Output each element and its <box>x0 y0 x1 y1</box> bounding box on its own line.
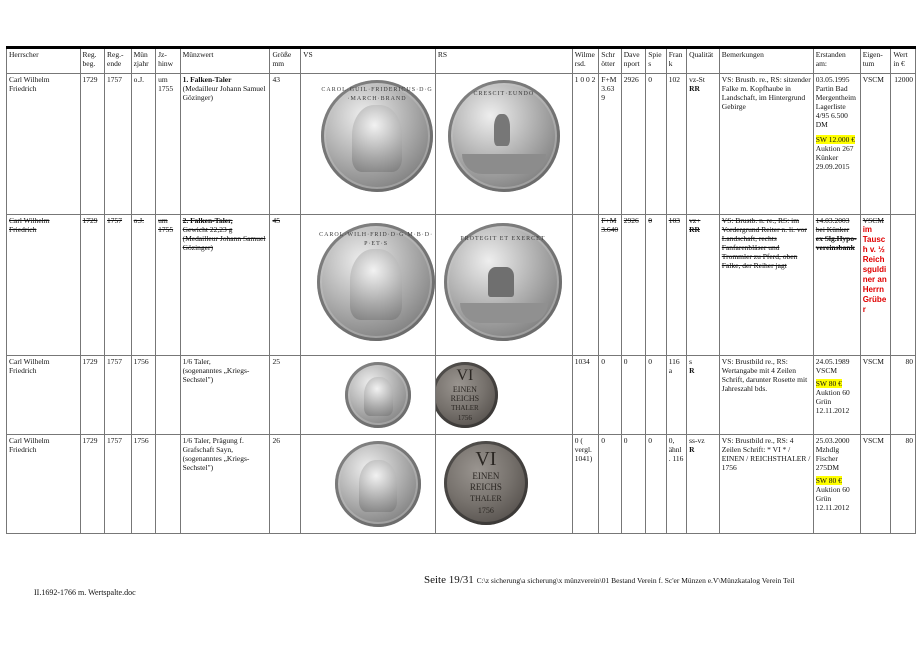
cell-spies: 0 <box>646 74 666 215</box>
cell-jz-hinw <box>156 356 181 435</box>
col-header-erstanden: Erstanden am: <box>813 48 860 74</box>
landscape-image <box>460 303 548 323</box>
reverse-coin-image <box>444 441 528 525</box>
cell-muenzwert <box>180 435 270 534</box>
cell-rs-image <box>435 74 572 215</box>
muenzwert-title: 1/6 Taler, <box>182 357 211 366</box>
cell-erstanden <box>813 215 860 356</box>
col-header-muenzwert: Münzwert <box>180 48 270 74</box>
cell-bemerkungen: VS: Brustb. re., RS: sitzender Falke m. Kopfhaube in Landschaft, im Hintergrund Gebirge <box>719 74 813 215</box>
cell-vs-image <box>301 74 436 215</box>
coin-inscription-line: REICHS <box>450 394 480 403</box>
rarity-label: RR <box>689 225 700 234</box>
cell-groesse: 45 <box>270 215 301 356</box>
cell-qualitaet <box>687 215 720 356</box>
cell-wert <box>891 215 916 356</box>
cell-frank: 102 <box>666 74 686 215</box>
erstanden-purchase: 14.03.2003 bei Künker <box>815 216 850 234</box>
cell-reg-beg: 1729 <box>80 356 105 435</box>
cell-wert: 80 <box>891 435 916 534</box>
cell-muenzjahr: o.J. <box>131 74 156 215</box>
cell-qualitaet <box>687 435 720 534</box>
col-header-eigentum: Eigen-tum <box>860 48 891 74</box>
cell-schroetter: F+M 3.63 9 <box>599 74 621 215</box>
cell-jz-hinw: um 1755 <box>156 215 181 356</box>
col-header-reg-ende: Reg.-ende <box>105 48 132 74</box>
cell-jz-hinw: um 1755 <box>156 74 181 215</box>
portrait-bust-image <box>364 377 393 417</box>
portrait-bust-image <box>359 460 397 512</box>
cell-eigentum: VSCM <box>860 435 891 534</box>
cell-wilme: 0 ( vergl. 1041) <box>572 435 599 534</box>
coin-legend: CAROL·WILH·FRID·D·G·M·B·D·P·ET·S <box>319 232 434 247</box>
portrait-bust-image <box>350 249 402 320</box>
page-number: Seite 19/31 <box>424 574 474 586</box>
muenzwert-detail: Gewicht 22,23 g (Medailleur Johann Samuel Gözinger) <box>182 225 266 252</box>
cell-wilme: 1 0 0 2 <box>572 74 599 215</box>
cell-groesse: 43 <box>270 74 301 215</box>
cell-wert: 80 <box>891 356 916 435</box>
cell-reg-beg: 1729 <box>80 215 105 356</box>
reverse-coin-image <box>444 223 562 341</box>
obverse-coin-image <box>335 441 421 527</box>
table-row <box>7 356 916 435</box>
cell-frank: 103 <box>666 215 686 356</box>
cell-muenzjahr: 1756 <box>131 356 156 435</box>
cell-muenzwert <box>180 215 270 356</box>
table-row <box>7 215 916 356</box>
cell-erstanden <box>813 435 860 534</box>
erstanden-auction: Auktion 267 Künker 29.09.2015 <box>815 144 854 171</box>
qualitaet-grade: vz-St <box>689 75 705 84</box>
coin-inscription-line: EINEN <box>472 471 500 481</box>
cell-muenzjahr: 1756 <box>131 435 156 534</box>
landscape-image <box>462 154 546 174</box>
cell-eigentum: VSCM <box>860 356 891 435</box>
table-row <box>7 435 916 534</box>
col-header-davenport: Dave nport <box>621 48 646 74</box>
reverse-coin-image <box>448 80 560 192</box>
cell-vs-image <box>301 356 436 435</box>
cell-reg-ende: 1757 <box>105 356 132 435</box>
cell-qualitaet <box>687 74 720 215</box>
cell-schroetter: 0 <box>599 356 621 435</box>
coin-inscription-value: VI <box>456 367 474 384</box>
cell-muenzjahr: o.J. <box>131 215 156 356</box>
cell-bemerkungen: VS: Brustbild re., RS: 4 Zeilen Schrift: * VI * / EINEN / REICHSTHALER / 1756 <box>719 435 813 534</box>
cell-wilme <box>572 215 599 356</box>
cell-frank: 0, ähnl . 116 <box>666 435 686 534</box>
sw-value-badge: SW 12.000 € <box>815 135 855 144</box>
cell-schroetter: F+M 3.640 <box>599 215 621 356</box>
cell-spies: 0 <box>646 356 666 435</box>
qualitaet-grade: s <box>689 357 693 366</box>
qualitaet-grade: ss-vz <box>689 436 705 445</box>
erstanden-provenance: ex Slg.Hypo-vereinsbank <box>815 234 857 252</box>
col-header-jz-hinw: Jz-hinw <box>156 48 181 74</box>
cell-jz-hinw <box>156 435 181 534</box>
rider-image <box>488 267 514 297</box>
cell-davenport: 0 <box>621 435 646 534</box>
cell-schroetter: 0 <box>599 435 621 534</box>
muenzwert-title: 1. Falken-Taler <box>182 75 232 84</box>
col-header-qualitaet: Qualität <box>687 48 720 74</box>
cell-bemerkungen: VS: Brustb. n. re., RS: im Vordergrund Reiter n. li. vor Landschaft, rechts Fanfarenbläser und Trommler zu Pferd, oben Falke, der Reiher jagt <box>719 215 813 356</box>
sw-value-badge: SW 80 € <box>815 476 842 485</box>
col-header-vs: VS <box>301 48 436 74</box>
cell-reg-ende: 1757 <box>105 215 132 356</box>
cell-erstanden <box>813 74 860 215</box>
cell-wilme: 1034 <box>572 356 599 435</box>
cell-reg-beg: 1729 <box>80 74 105 215</box>
cell-erstanden <box>813 356 860 435</box>
cell-reg-ende: 1757 <box>105 74 132 215</box>
col-header-schroetter: Schr ötter <box>599 48 621 74</box>
cell-qualitaet <box>687 356 720 435</box>
file-path: C:\z sicherung\a sicherung\x münzverein\01 Bestand Verein f. Sc'er Münzen e.V\Münzkatalog Verein Teil <box>476 576 795 585</box>
col-header-herrscher: Herrscher <box>7 48 81 74</box>
eigentum-value: VSCM <box>862 216 884 225</box>
cell-herrscher: Carl Wilhelm Friedrich <box>7 356 81 435</box>
coin-legend: PROTEGIT ET EXERCET <box>460 236 546 242</box>
sw-value-badge: SW 80 € <box>815 379 842 388</box>
col-header-wert: Wert in € <box>891 48 916 74</box>
col-header-reg-beg: Reg. beg. <box>80 48 105 74</box>
qualitaet-grade: vz+ <box>689 216 701 225</box>
col-header-groesse: Größe mm <box>270 48 301 74</box>
exchange-note: im Tausch v. ½ Reichsguldiner an Herrn Grüber <box>862 225 887 314</box>
table-row <box>7 74 916 215</box>
muenzwert-title: 2. Falken-Taler, <box>182 216 233 225</box>
coin-inscription-line: REICHS <box>469 482 502 492</box>
cell-muenzwert <box>180 74 270 215</box>
col-header-wilme: Wilme rsd. <box>572 48 599 74</box>
cell-eigentum: VSCM <box>860 74 891 215</box>
cell-groesse: 26 <box>270 435 301 534</box>
erstanden-auction: Auktion 60 Grün 12.11.2012 <box>815 388 850 415</box>
cell-groesse: 25 <box>270 356 301 435</box>
cell-vs-image <box>301 435 436 534</box>
coin-inscription-line: EINEN <box>452 385 477 394</box>
cell-reg-ende: 1757 <box>105 435 132 534</box>
cell-davenport: 2926 <box>621 215 646 356</box>
col-header-spies: Spie s <box>646 48 666 74</box>
cell-herrscher: Carl Wilhelm Friedrich <box>7 215 81 356</box>
file-path-continued: II.1692-1766 m. Wertspalte.doc <box>34 588 136 597</box>
page-footer <box>424 574 795 586</box>
col-header-bemerkungen: Bemerkungen <box>719 48 813 74</box>
cell-davenport: 0 <box>621 356 646 435</box>
cell-davenport: 2926 <box>621 74 646 215</box>
muenzwert-detail: (sogenanntes „Kriegs-Sechstel") <box>182 366 250 384</box>
cell-muenzwert <box>180 356 270 435</box>
col-header-muenzjahr: Mün zjahr <box>131 48 156 74</box>
coin-inscription-line: THALER <box>470 494 502 503</box>
coin-inscription-value: VI <box>475 448 497 470</box>
obverse-coin-image <box>345 362 411 428</box>
coin-inscription-line: THALER <box>451 404 479 412</box>
rarity-label: RR <box>689 84 700 93</box>
cell-eigentum <box>860 215 891 356</box>
cell-reg-beg: 1729 <box>80 435 105 534</box>
col-header-frank: Fran k <box>666 48 686 74</box>
cell-rs-image <box>435 215 572 356</box>
reverse-coin-image <box>435 362 498 428</box>
coin-catalog-table <box>6 46 916 534</box>
obverse-coin-image <box>321 80 433 192</box>
falcon-image <box>494 114 510 146</box>
muenzwert-detail: (Medailleur Johann Samuel Gözinger) <box>182 84 266 102</box>
obverse-coin-image <box>317 223 435 341</box>
coin-inscription-year: 1756 <box>457 414 472 422</box>
cell-frank: 116 a <box>666 356 686 435</box>
erstanden-purchase: 24.05.1989 VSCM <box>815 357 850 375</box>
coin-legend: CRESCIT·EUNDO <box>473 91 535 97</box>
coin-inscription-year: 1756 <box>477 506 494 515</box>
cell-bemerkungen: VS: Brustbild re., RS: Wertangabe mit 4 Zeilen Schrift, darunter Rosette mit Jahreszahl bds. <box>719 356 813 435</box>
coin-legend: CAROL·GUIL·FRIDERICUS·D·G·MARCH·BRAND <box>321 87 433 102</box>
muenzwert-title: 1/6 Taler, Prägung f. Grafschaft Sayn, <box>182 436 244 454</box>
cell-herrscher: Carl Wilhelm Friedrich <box>7 74 81 215</box>
rarity-label: R <box>689 445 695 454</box>
erstanden-purchase: 25.03.2000 Mzhdlg Fischer 275DM <box>815 436 850 472</box>
erstanden-purchase: 03.05.1995 Partin Bad Mergentheim Lagerliste 4/95 6.500 DM <box>815 75 857 129</box>
cell-rs-image <box>435 435 572 534</box>
cell-spies: 0 <box>646 215 666 356</box>
cell-herrscher: Carl Wilhelm Friedrich <box>7 435 81 534</box>
col-header-rs: RS <box>435 48 572 74</box>
rarity-label: R <box>689 366 695 375</box>
table-header-row <box>7 48 916 74</box>
muenzwert-detail: (sogenanntes „Kriegs-Sechstel") <box>182 454 250 472</box>
erstanden-auction: Auktion 60 Grün 12.11.2012 <box>815 485 850 512</box>
cell-spies: 0 <box>646 435 666 534</box>
cell-wert: 12000 <box>891 74 916 215</box>
cell-rs-image <box>435 356 572 435</box>
portrait-bust-image <box>352 105 401 172</box>
cell-vs-image <box>301 215 436 356</box>
